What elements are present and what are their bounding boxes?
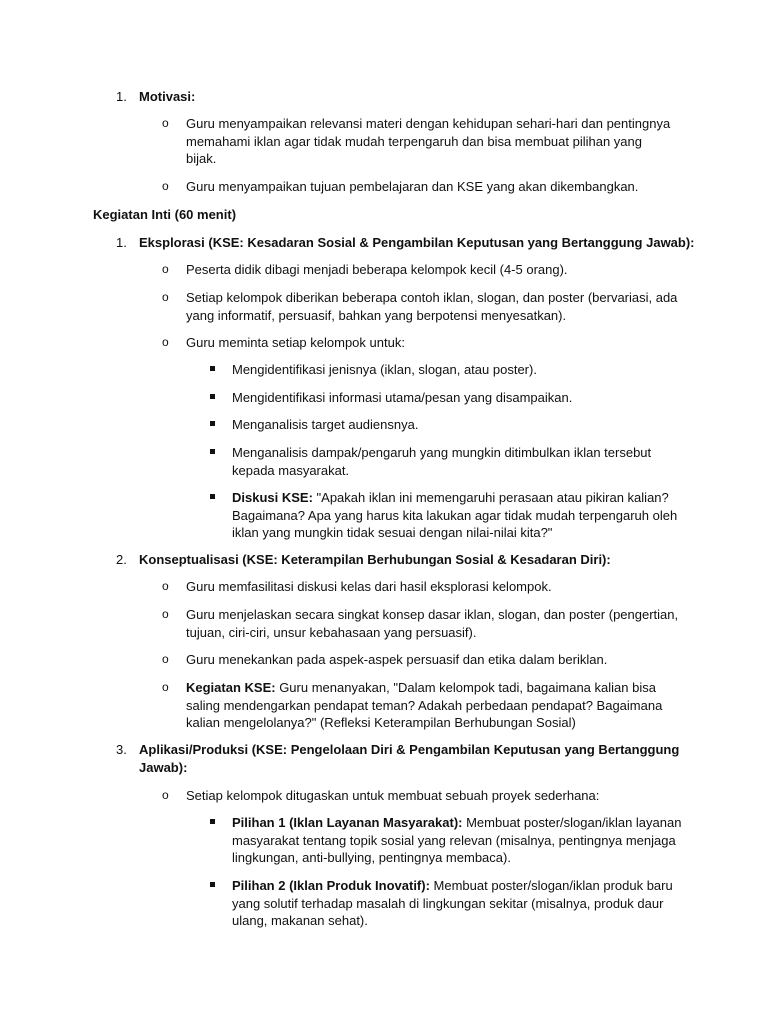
section-heading-kegiatan-inti: Kegiatan Inti (60 menit) <box>93 207 237 222</box>
list-number: 1. <box>116 235 127 250</box>
line: "Apakah iklan ini memengaruhi perasaan atau pikiran kalian? <box>312 490 669 505</box>
line: memahami iklan agar tidak mudah terpengaruh dan bisa membuat pilihan yang <box>186 133 642 149</box>
list-item: Guru menyampaikan tujuan pembelajaran dan KSE yang akan dikembangkan. <box>186 179 639 194</box>
circle-bullet-icon: o <box>162 116 169 130</box>
line: ulang, makanan sehat). <box>232 913 368 928</box>
line: Guru menanyakan, "Dalam kelompok tadi, bagaimana kalian bisa <box>275 680 656 695</box>
circle-bullet-icon: o <box>162 335 169 349</box>
circle-bullet-icon: o <box>162 652 169 666</box>
section-heading-eksplorasi: Eksplorasi (KSE: Kesadaran Sosial & Pengambilan Keputusan yang Bertanggung Jawab): <box>139 235 695 250</box>
pilihan-1-label: Pilihan 1 (Iklan Layanan Masyarakat): <box>232 815 463 830</box>
list-item: Setiap kelompok ditugaskan untuk membuat sebuah proyek sederhana: <box>186 788 600 803</box>
line: Menganalisis dampak/pengaruh yang mungkin ditimbulkan iklan tersebut <box>232 445 652 460</box>
list-item-kegiatan-kse <box>186 679 662 732</box>
square-bullet-icon <box>210 494 215 499</box>
section-heading-konseptualisasi: Konseptualisasi (KSE: Keterampilan Berhubungan Sosial & Kesadaran Diri): <box>139 552 611 567</box>
line: Guru menjelaskan secara singkat konsep dasar iklan, slogan, dan poster (pengertian, <box>186 607 679 622</box>
list-item: Guru memfasilitasi diskusi kelas dari hasil eksplorasi kelompok. <box>186 579 552 594</box>
circle-bullet-icon: o <box>162 290 169 304</box>
circle-bullet-icon: o <box>162 579 169 593</box>
square-bullet-icon <box>210 421 215 426</box>
circle-bullet-icon: o <box>162 179 169 193</box>
square-bullet-icon <box>210 819 215 824</box>
sub-list-item: Mengidentifikasi jenisnya (iklan, slogan, atau poster). <box>232 362 537 377</box>
list-number: 3. <box>116 742 127 757</box>
list-item <box>186 606 678 641</box>
line: yang solutif terhadap masalah di lingkungan sekitar (misalnya, produk daur <box>232 895 664 911</box>
circle-bullet-icon: o <box>162 788 169 802</box>
line: masyarakat tentang topik sosial yang relevan (misalnya, pentingnya menjaga <box>232 832 676 848</box>
line: Bagaimana? Apa yang harus kita lakukan agar tidak mudah terpengaruh oleh <box>232 507 678 523</box>
square-bullet-icon <box>210 394 215 399</box>
line: saling mendengarkan pendapat teman? Adakah perbedaan pendapat? Bagaimana <box>186 697 663 713</box>
list-item <box>186 115 670 168</box>
square-bullet-icon <box>210 882 215 887</box>
sub-list-item: Mengidentifikasi informasi utama/pesan yang disampaikan. <box>232 390 573 405</box>
circle-bullet-icon: o <box>162 680 169 694</box>
circle-bullet-icon: o <box>162 607 169 621</box>
circle-bullet-icon: o <box>162 262 169 276</box>
square-bullet-icon <box>210 449 215 454</box>
sub-list-item-pilihan-2 <box>232 877 673 930</box>
line: kepada masyarakat. <box>232 462 350 478</box>
list-number: 1. <box>116 89 127 104</box>
sub-list-item <box>232 444 651 479</box>
sub-list-item-pilihan-1 <box>232 814 681 867</box>
list-item: Guru meminta setiap kelompok untuk: <box>186 335 405 350</box>
line: yang informatif, persuasif, bahkan yang berpotensi menyesatkan). <box>186 307 567 323</box>
line: kalian mengelolanya?" (Refleksi Keterampilan Berhubungan Sosial) <box>186 715 576 730</box>
pilihan-2-label: Pilihan 2 (Iklan Produk Inovatif): <box>232 878 430 893</box>
section-heading-motivasi: Motivasi: <box>139 89 196 104</box>
line: Membuat poster/slogan/iklan produk baru <box>429 878 673 893</box>
line: Aplikasi/Produksi (KSE: Pengelolaan Diri & Pengambilan Keputusan yang Bertanggung <box>139 742 680 757</box>
list-item: Peserta didik dibagi menjadi beberapa kelompok kecil (4-5 orang). <box>186 262 568 277</box>
line: Setiap kelompok diberikan beberapa contoh iklan, slogan, dan poster (bervariasi, ada <box>186 290 678 305</box>
section-heading-aplikasi <box>139 741 679 776</box>
list-item <box>186 289 677 324</box>
list-item: Guru menekankan pada aspek-aspek persuasif dan etika dalam beriklan. <box>186 652 608 667</box>
sub-list-item-diskusi <box>232 489 677 542</box>
line: Guru menyampaikan relevansi materi dengan kehidupan sehari-hari dan pentingnya <box>186 116 671 131</box>
sub-list-item: Menganalisis target audiensnya. <box>232 417 419 432</box>
line: iklan yang mungkin tidak sesuai dengan nilai-nilai kita?" <box>232 525 553 540</box>
kegiatan-kse-label: Kegiatan KSE: <box>186 680 276 695</box>
line: Jawab): <box>139 759 188 775</box>
line: Membuat poster/slogan/iklan layanan <box>462 815 682 830</box>
line: bijak. <box>186 151 217 166</box>
line: lingkungan, anti-bullying, pentingnya membaca). <box>232 850 511 865</box>
diskusi-label: Diskusi KSE: <box>232 490 313 505</box>
square-bullet-icon <box>210 366 215 371</box>
line: tujuan, ciri-ciri, unsur kebahasaan yang persuasif). <box>186 624 477 640</box>
list-number: 2. <box>116 552 127 567</box>
